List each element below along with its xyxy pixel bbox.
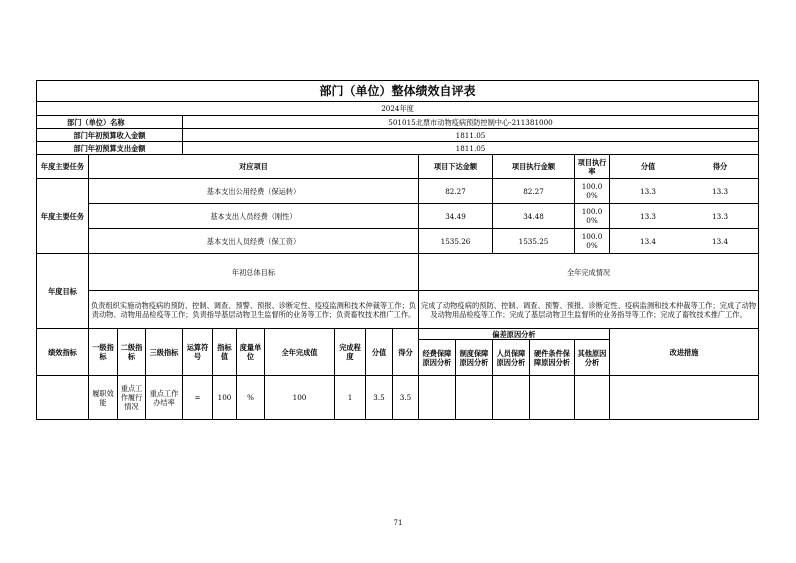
task-allocated: 1535.26 (419, 229, 493, 254)
goal-overall-text: 负责组织实施动物疫病的预防、控制、调查、预警、预报、诊断定性、疫疫监测和技术仲裁等工作；负责动物、动物用品检疫等工作；负责指导基层动物卫生监督所的业务等工作；负责畜牧技术推广工作。 (89, 291, 419, 329)
goal-complete-header: 全年完成情况 (419, 254, 759, 291)
task-score: 13.3 (640, 211, 657, 221)
task-score: 13.3 (640, 186, 657, 196)
perf-header-improve: 改进措施 (610, 329, 759, 376)
task-row (37, 229, 759, 254)
task-executed: 34.48 (493, 204, 575, 229)
perf-cell-empty (37, 376, 89, 420)
task-score-result (610, 229, 759, 254)
perf-dev-funding (419, 376, 456, 420)
income-value: 1811.05 (183, 129, 759, 142)
perf-target: 100 (213, 376, 237, 420)
goal-section-label: 年度目标 (37, 254, 89, 329)
task-header-executed: 项目执行金额 (493, 155, 575, 179)
perf-header-score: 分值 (366, 329, 393, 376)
task-row (37, 179, 759, 204)
task-section-label-2: 年度主要任务 (37, 179, 89, 254)
perf-dev-system (456, 376, 493, 420)
task-score-result (610, 179, 759, 204)
perf-header-dev-staff: 人员保障原因分析 (493, 340, 530, 376)
goal-overall-header: 年初总体目标 (89, 254, 419, 291)
task-rate: 100.00% (575, 204, 610, 229)
perf-op: = (183, 376, 213, 420)
task-score: 13.4 (640, 236, 657, 246)
task-item: 基本支出公用经费（保运转） (89, 179, 419, 204)
perf-unit: % (237, 376, 265, 420)
task-section-label: 年度主要任务 (37, 155, 89, 179)
perf-header-level2: 二级指标 (118, 329, 146, 376)
perf-result: 3.5 (393, 376, 419, 420)
task-result: 13.3 (712, 211, 729, 221)
task-result: 13.3 (712, 186, 729, 196)
perf-header-degree: 完成程度 (335, 329, 366, 376)
perf-dev-hardware (530, 376, 575, 420)
perf-header-dev-system: 制度保障原因分析 (456, 340, 493, 376)
perf-level3: 重点工作办结率 (146, 376, 183, 420)
perf-header-unit: 度量单位 (237, 329, 265, 376)
performance-evaluation-sheet (36, 80, 758, 420)
task-item: 基本支出人员经费（刚性） (89, 204, 419, 229)
dept-name-value: 501015北票市动物疫病预防控制中心-211381000 (183, 116, 759, 129)
task-header-rate: 项目执行率 (575, 155, 610, 179)
task-row (37, 204, 759, 229)
perf-score: 3.5 (366, 376, 393, 420)
perf-actual: 100 (265, 376, 335, 420)
perf-header-level3: 三级指标 (146, 329, 183, 376)
task-header-score-result (610, 155, 759, 179)
perf-dev-other (575, 376, 610, 420)
task-executed: 82.27 (493, 179, 575, 204)
perf-level2: 重点工作履行情况 (118, 376, 146, 420)
task-header-item: 对应项目 (89, 155, 419, 179)
page-number: 71 (393, 519, 403, 527)
table-title: 部门（单位）整体绩效自评表 (37, 81, 759, 102)
goal-complete-text: 完成了动物疫病的预防、控制、调查、预警、预报、诊断定性、疫病监测和技术仲裁等工作；完成了动物及动物用品检疫等工作；完成了基层动物卫生监督所的业务指导等工作；完成了畜牧技术推广工作。 (419, 291, 759, 329)
task-header-result: 得分 (712, 162, 728, 171)
evaluation-table (36, 80, 759, 420)
task-executed: 1535.25 (493, 229, 575, 254)
dept-name-label: 部门（单位）名称 (37, 116, 183, 129)
perf-header-indicator: 绩效指标 (37, 329, 89, 376)
task-allocated: 82.27 (419, 179, 493, 204)
task-rate: 100.00% (575, 179, 610, 204)
perf-header-dev-other: 其他原因分析 (575, 340, 610, 376)
perf-header-op: 运算符号 (183, 329, 213, 376)
task-item: 基本支出人员经费（保工资） (89, 229, 419, 254)
perf-improve (610, 376, 759, 420)
perf-header-result: 得分 (393, 329, 419, 376)
perf-header-level1: 一级指标 (89, 329, 118, 376)
task-score-result (610, 204, 759, 229)
perf-level1: 履职效能 (89, 376, 118, 420)
perf-degree: 1 (335, 376, 366, 420)
task-header-score: 分值 (640, 162, 656, 171)
perf-header-deviation: 偏差原因分析 (419, 329, 610, 340)
perf-header-actual: 全年完成值 (265, 329, 335, 376)
perf-dev-staff (493, 376, 530, 420)
task-rate: 100.00% (575, 229, 610, 254)
perf-header-dev-funding: 经费保障原因分析 (419, 340, 456, 376)
perf-header-dev-hardware: 硬件条件保障原因分析 (530, 340, 575, 376)
task-result: 13.4 (712, 236, 729, 246)
expense-value: 1811.05 (183, 142, 759, 155)
expense-label: 部门年初预算支出金额 (37, 142, 183, 155)
perf-row (37, 376, 759, 420)
task-header-allocated: 项目下达金额 (419, 155, 493, 179)
task-allocated: 34.49 (419, 204, 493, 229)
perf-header-target: 指标值 (213, 329, 237, 376)
fiscal-year: 2024年度 (37, 102, 759, 116)
income-label: 部门年初预算收入金额 (37, 129, 183, 142)
